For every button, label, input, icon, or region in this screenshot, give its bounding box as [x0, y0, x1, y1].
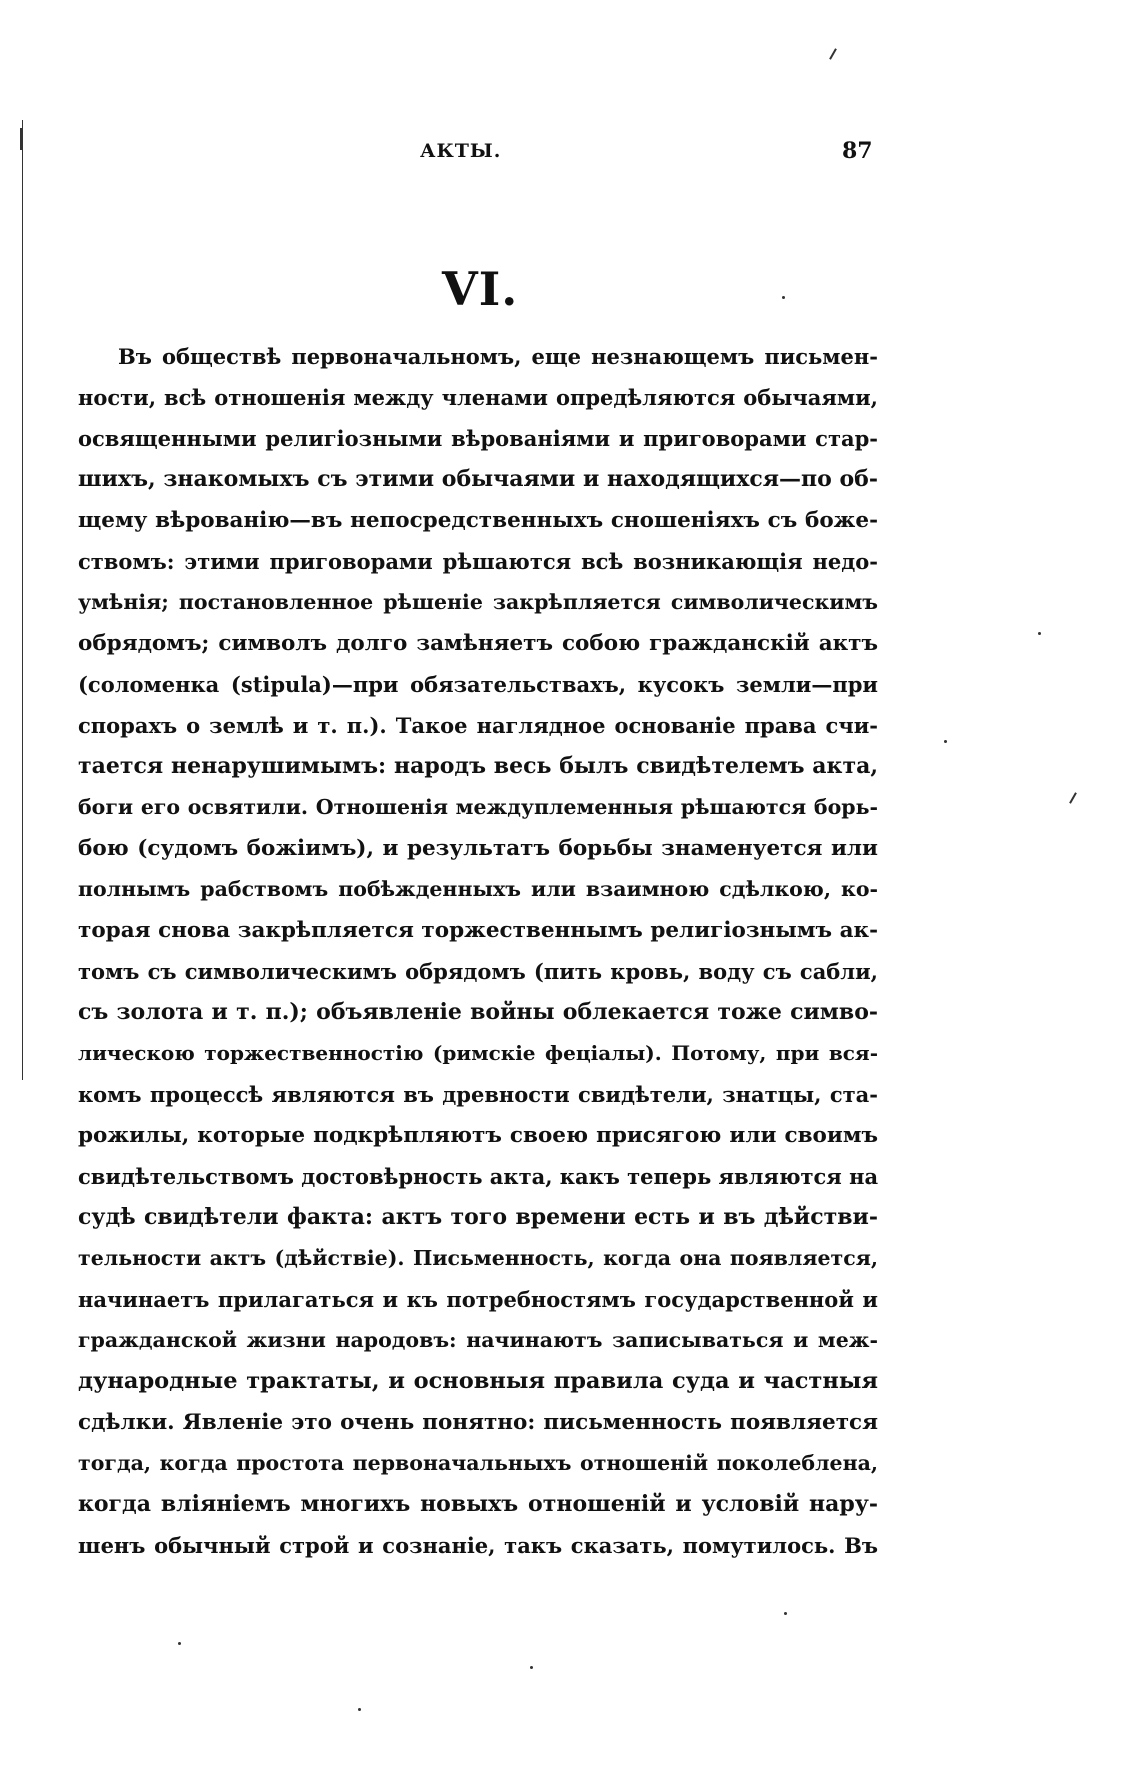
scan-speck: [1038, 632, 1041, 635]
text-line: бою (судомъ божіимъ), и результатъ борьбы знаменуется или: [78, 836, 878, 861]
section-number: VI.: [442, 262, 519, 316]
text-line: ствомъ: этими приговорами рѣшаются всѣ возникающія недо-: [78, 549, 878, 574]
text-line: тогда, когда простота первоначальныхъ отношеній поколеблена,: [78, 1451, 878, 1475]
text-line: боги его освятили. Отношенія междуплеменныя рѣшаются борь-: [78, 795, 878, 819]
text-line: рожилы, которые подкрѣпляютъ своею присягою или своимъ: [78, 1123, 878, 1148]
scan-speck: [784, 1612, 787, 1615]
text-line: освященными религіозными вѣрованіями и приговорами стар-: [78, 426, 878, 451]
text-line: комъ процессѣ являются въ древности свидѣтели, знатцы, ста-: [78, 1082, 878, 1107]
text-line: шихъ, знакомыхъ съ этими обычаями и находящихся—по об-: [78, 466, 878, 492]
text-line: (соломенка (stipula)—при обязательствахъ, кусокъ земли—при: [78, 672, 878, 697]
text-line: Въ обществѣ первоначальномъ, еще незнающемъ письмен-: [118, 344, 878, 369]
text-line: ности, всѣ отношенія между членами опредѣляются обычаями,: [78, 385, 878, 410]
scan-speck: [782, 296, 785, 299]
text-line: обрядомъ; символъ долго замѣняетъ собою гражданскій актъ: [78, 631, 878, 656]
text-line: спорахъ о землѣ и т. п.). Такое наглядное основаніе права счи-: [78, 713, 878, 738]
text-line: дународные трактаты, и основныя правила суда и частныя: [78, 1368, 878, 1394]
scan-speck: [358, 1708, 361, 1711]
text-line: тельности актъ (дѣйствіе). Письменность, когда она появляется,: [78, 1246, 878, 1270]
text-line: лическою торжественностію (римскіе феціалы). Потому, при вся-: [78, 1041, 878, 1065]
left-margin-rule: [22, 120, 23, 1080]
text-line: томъ съ символическимъ обрядомъ (пить кровь, воду съ сабли,: [78, 959, 878, 984]
left-margin-tick: [20, 128, 22, 150]
text-line: торая снова закрѣпляется торжественнымъ религіознымъ ак-: [78, 918, 878, 943]
text-line: тается ненарушимымъ: народъ весь былъ свидѣтелемъ акта,: [78, 753, 878, 779]
scan-mark: [829, 48, 837, 59]
scan-speck: [530, 1666, 533, 1669]
scan-mark: [1069, 792, 1077, 803]
running-head: АКТЫ.: [420, 140, 502, 162]
text-line: сдѣлки. Явленіе это очень понятно: письменность появляется: [78, 1410, 878, 1435]
body-text: [78, 336, 878, 1566]
text-line: шенъ обычный строй и сознаніе, такъ сказать, помутилось. Въ: [78, 1533, 878, 1558]
scan-speck: [178, 1642, 181, 1645]
text-line: гражданской жизни народовъ: начинаютъ записываться и меж-: [78, 1328, 878, 1352]
text-line: умѣнія; постановленное рѣшеніе закрѣпляется символическимъ: [78, 590, 878, 614]
scan-speck: [944, 740, 947, 743]
text-line: щему вѣрованію—въ непосредственныхъ сношеніяхъ съ боже-: [78, 508, 878, 533]
text-line: полнымъ рабствомъ побѣжденныхъ или взаимною сдѣлкою, ко-: [78, 877, 878, 901]
text-line: съ золота и т. п.); объявленіе войны облекается тоже симво-: [78, 999, 878, 1025]
text-line: начинаетъ прилагаться и къ потребностямъ государственной и: [78, 1287, 878, 1312]
text-line: когда вліяніемъ многихъ новыхъ отношеній и условій нару-: [78, 1491, 878, 1517]
text-line: свидѣтельствомъ достовѣрность акта, какъ теперь являются на: [78, 1164, 879, 1189]
page-number: 87: [842, 138, 873, 164]
text-line: судѣ свидѣтели факта: актъ того времени есть и въ дѣйстви-: [78, 1204, 878, 1230]
